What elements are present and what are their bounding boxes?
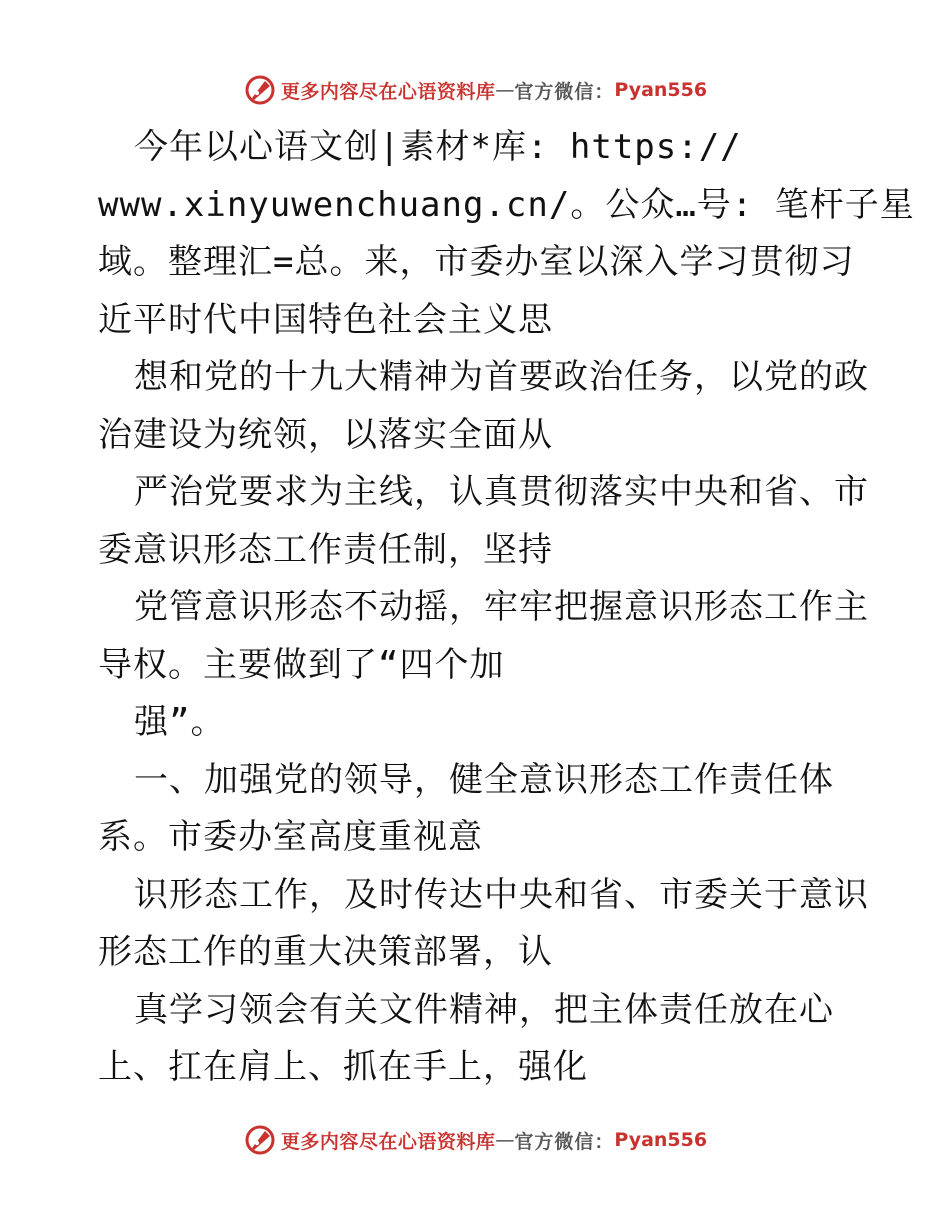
body-line: 形态工作的重大决策部署，认 [98,932,553,972]
pen-nib-logo-icon [243,1123,277,1157]
body-line: 域。整理汇=总。来，市委办室以深入学习贯彻习 [98,242,855,282]
body-line: 想和党的十九大精神为首要政治任务，以党的政 [134,357,869,397]
body-line: 一、加强党的领导，健全意识形态工作责任体 [134,759,834,800]
banner-wechat-label: 官方微信： [514,1130,615,1153]
banner-dash: — [495,79,515,101]
body-line: 真学习领会有关文件精神，把主体责任放在心 [134,989,834,1030]
body-line: 上、扛在肩上、抓在手上，强化 [98,1047,588,1087]
body-line: 党管意识形态不动摇，牢牢把握意识形态工作主 [134,587,869,627]
body-line: 今年以心语文创|素材*库: https:// [134,127,742,167]
body-line: 近平时代中国特色社会主义思 [98,299,553,340]
banner-wechat-label: 官方微信： [514,80,615,103]
body-line: www.xinyuwenchuang.cn/。公众…号: 笔杆子星 [98,184,915,225]
body-line: 治建设为统领，以落实全面从 [98,414,553,455]
banner-main-text: 更多内容尽在心语资料库 [280,80,496,103]
footer-banner [0,1120,950,1160]
body-line: 强”。 [134,702,226,742]
body-line: 系。市委办室高度重视意 [98,817,483,857]
body-line: 委意识形态工作责任制，坚持 [98,529,553,570]
pen-nib-logo-icon [243,73,277,107]
banner-wechat-id: Pyan556 [614,1129,708,1151]
body-line: 导权。主要做到了“四个加 [98,644,505,685]
banner-dash: — [495,1129,515,1151]
header-banner [0,70,950,110]
body-line: 识形态工作，及时传达中央和省、市委关于意识 [134,874,869,915]
banner-main-text: 更多内容尽在心语资料库 [280,1130,496,1153]
document-body [98,119,915,1097]
body-line: 严治党要求为主线，认真贯彻落实中央和省、市 [134,472,869,512]
banner-wechat-id: Pyan556 [614,79,708,101]
